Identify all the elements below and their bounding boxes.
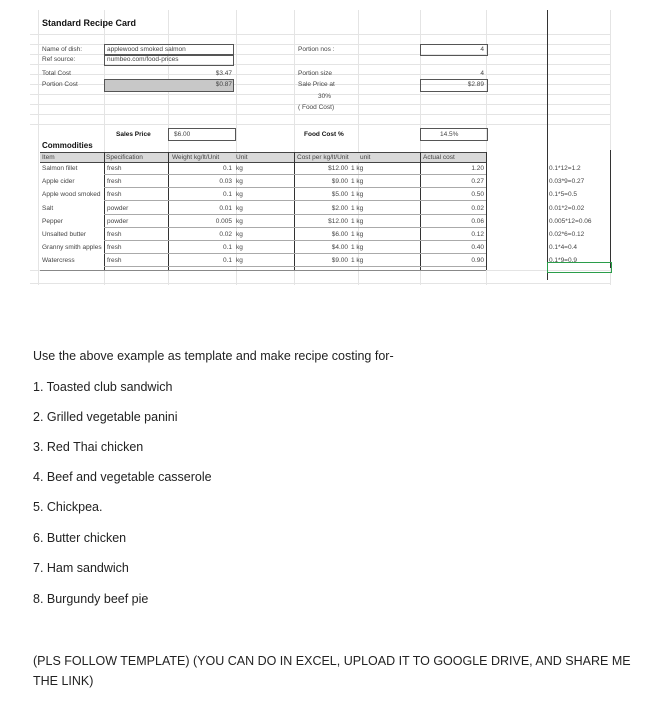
list-item: 8. Burgundy beef pie xyxy=(33,592,149,606)
cell-item[interactable]: Apple cider xyxy=(42,178,75,186)
list-item: 7. Ham sandwich xyxy=(33,561,129,575)
spreadsheet-image xyxy=(0,0,651,290)
cell-cost[interactable]: $9.00 xyxy=(331,257,348,265)
cell-unit[interactable]: kg xyxy=(236,231,243,238)
food-cost-paren: ( Food Cost) xyxy=(298,104,335,111)
cell-cost-unit[interactable]: 1 kg xyxy=(351,178,364,186)
cell-spec[interactable]: powder xyxy=(107,217,129,225)
row-divider xyxy=(104,266,486,267)
row-divider xyxy=(104,187,486,188)
list-item: 3. Red Thai chicken xyxy=(33,440,144,454)
cell-actual[interactable]: 0.02 xyxy=(471,204,484,212)
cell-actual[interactable]: 0.27 xyxy=(471,178,484,186)
commodities-label: Commodities xyxy=(42,141,93,150)
total-cost-label: Total Cost xyxy=(42,70,71,77)
list-item: 1. Toasted club sandwich xyxy=(33,380,173,394)
portion-size-label: Portion size xyxy=(298,70,332,77)
selected-cell[interactable] xyxy=(547,262,612,273)
gridline xyxy=(30,124,610,125)
cell-item[interactable]: Apple wood smoked xyxy=(42,191,101,199)
list-item: 5. Chickpea. xyxy=(33,500,103,514)
column-border xyxy=(547,10,548,280)
cell-unit[interactable]: kg xyxy=(236,178,243,186)
cell-cost[interactable]: $4.00 xyxy=(331,244,348,252)
sale-price-value: $2.89 xyxy=(467,81,484,88)
cell-weight[interactable]: 0.03 xyxy=(219,178,232,186)
food-cost-pct-label: Food Cost % xyxy=(304,131,344,138)
cell-weight[interactable]: 0.01 xyxy=(219,204,232,212)
food-cost-pct-value: 14.5% xyxy=(440,131,459,138)
table-border xyxy=(40,270,486,271)
ref-label: Ref source: xyxy=(42,56,76,63)
gridline xyxy=(38,10,39,285)
cell-cost[interactable]: $2.00 xyxy=(331,204,348,212)
cell-formula[interactable]: 0.02*6=0.12 xyxy=(549,231,585,238)
cell-item[interactable]: Salt xyxy=(42,204,54,212)
cell-weight[interactable]: 0.02 xyxy=(219,231,232,238)
row-divider xyxy=(104,227,486,228)
col-header-cost: Cost per kg/lt/Unit xyxy=(297,154,349,161)
cell-spec[interactable]: fresh xyxy=(107,257,122,265)
row-divider xyxy=(104,253,486,254)
cell-formula[interactable]: 0.1*9=0.9 xyxy=(549,257,578,265)
cell-spec[interactable]: fresh xyxy=(107,244,122,252)
cell-weight[interactable]: 0.1 xyxy=(222,165,232,172)
cell-unit[interactable]: kg xyxy=(236,217,243,225)
cell-unit[interactable]: kg xyxy=(236,191,243,199)
gridline xyxy=(30,34,610,35)
cell-cost[interactable]: $9.00 xyxy=(331,178,348,186)
cell-cost-unit[interactable]: 1 kg xyxy=(351,165,364,172)
cell-weight[interactable]: 0.005 xyxy=(215,217,232,225)
row-divider xyxy=(104,200,486,201)
column-border xyxy=(610,150,611,268)
name-label: Name of dish: xyxy=(42,46,83,53)
name-value: applewood smoked salmon xyxy=(107,46,186,53)
gridline xyxy=(30,114,610,115)
cell-spec[interactable]: fresh xyxy=(107,165,122,172)
cell-unit[interactable]: kg xyxy=(236,244,243,252)
col-header-cost-unit: unit xyxy=(360,154,371,161)
cell-item[interactable]: Granny smith apples xyxy=(42,244,102,252)
portion-size-value: 4 xyxy=(480,70,484,77)
cell-formula[interactable]: 0.01*2=0.02 xyxy=(549,204,585,212)
cell-actual[interactable]: 0.06 xyxy=(471,217,484,225)
cell-formula[interactable]: 0.1*4=0.4 xyxy=(549,244,578,252)
cell-formula[interactable]: 0.03*9=0.27 xyxy=(549,178,585,186)
list-item: 4. Beef and vegetable casserole xyxy=(33,470,212,484)
cell-cost-unit[interactable]: 1 kg xyxy=(351,257,364,265)
gridline xyxy=(30,283,610,284)
cell-formula[interactable]: 0.1*5=0.5 xyxy=(549,191,578,199)
cell-weight[interactable]: 0.1 xyxy=(222,191,232,199)
cell-formula[interactable]: 0.1*12=1.2 xyxy=(549,165,581,172)
cell-item[interactable]: Watercress xyxy=(42,257,75,265)
cell-weight[interactable]: 0.1 xyxy=(222,244,232,252)
cell-actual[interactable]: 0.90 xyxy=(471,257,484,265)
col-header-item: Item xyxy=(42,154,55,161)
cell-actual[interactable]: 0.50 xyxy=(471,191,484,199)
portion-cost-label: Portion Cost xyxy=(42,81,78,88)
row-divider xyxy=(104,214,486,215)
col-header-weight: Weight kg/lt/Unit xyxy=(172,154,220,161)
cell-item[interactable]: Pepper xyxy=(42,217,63,225)
row-divider xyxy=(104,174,486,175)
total-cost-value: $3.47 xyxy=(215,70,232,77)
cell-unit[interactable]: kg xyxy=(236,257,243,265)
list-item: 2. Grilled vegetable panini xyxy=(33,410,178,424)
list-item: 6. Butter chicken xyxy=(33,531,127,545)
cell-actual[interactable]: 1.20 xyxy=(471,165,484,172)
cell-cost-unit[interactable]: 1 kg xyxy=(351,217,364,225)
card-title: Standard Recipe Card xyxy=(42,18,137,28)
cell-cost-unit[interactable]: 1 kg xyxy=(351,191,364,199)
cell-unit[interactable]: kg xyxy=(236,204,243,212)
sales-price-value: $6.00 xyxy=(174,131,191,138)
col-header-actual: Actual cost xyxy=(423,154,455,161)
cell-cost-unit[interactable]: 1 kg xyxy=(351,204,364,212)
cell-spec[interactable]: powder xyxy=(107,204,129,212)
cell-cost[interactable]: $12.00 xyxy=(328,217,348,225)
cell-actual[interactable]: 0.12 xyxy=(471,231,484,238)
cell-spec[interactable]: fresh xyxy=(107,191,122,199)
sales-price-label: Sales Price xyxy=(116,131,151,138)
cell-spec[interactable]: fresh xyxy=(107,178,122,186)
col-header-unit: Unit xyxy=(236,154,248,161)
instructions-note: (PLS FOLLOW TEMPLATE) (YOU CAN DO IN EXCEL, UPLOAD IT TO GOOGLE DRIVE, AND SHARE ME THE LINK) xyxy=(33,654,631,688)
cell-cost[interactable]: $12.00 xyxy=(328,165,348,172)
cell-spec[interactable]: fresh xyxy=(107,231,122,238)
cell-item[interactable]: Salmon fillet xyxy=(42,165,78,172)
cell-item[interactable]: Unsalted butter xyxy=(42,231,87,238)
portion-nos-label: Portion nos : xyxy=(298,46,335,53)
cell-cost-unit[interactable]: 1 kg xyxy=(351,244,364,252)
col-header-spec: Specification xyxy=(106,154,143,161)
cell-actual[interactable]: 0.40 xyxy=(471,244,484,252)
cell-cost[interactable]: $5.00 xyxy=(331,191,348,199)
cell-cost[interactable]: $6.00 xyxy=(331,231,348,238)
sale-pct: 30% xyxy=(318,93,332,100)
portion-nos-value: 4 xyxy=(480,46,484,53)
cell-weight[interactable]: 0.1 xyxy=(222,257,232,265)
cell-unit[interactable]: kg xyxy=(236,165,243,172)
cell-cost-unit[interactable]: 1 kg xyxy=(351,231,364,238)
row-divider xyxy=(104,240,486,241)
instructions-intro: Use the above example as template and make recipe costing for- xyxy=(33,349,394,363)
portion-cost-value: $0.87 xyxy=(215,81,232,88)
cell-formula[interactable]: 0.005*12=0.06 xyxy=(549,217,592,225)
ref-value: numbeo.com/food-prices xyxy=(107,56,179,63)
sale-price-label: Sale Price at xyxy=(298,81,335,88)
table-border xyxy=(486,152,487,270)
